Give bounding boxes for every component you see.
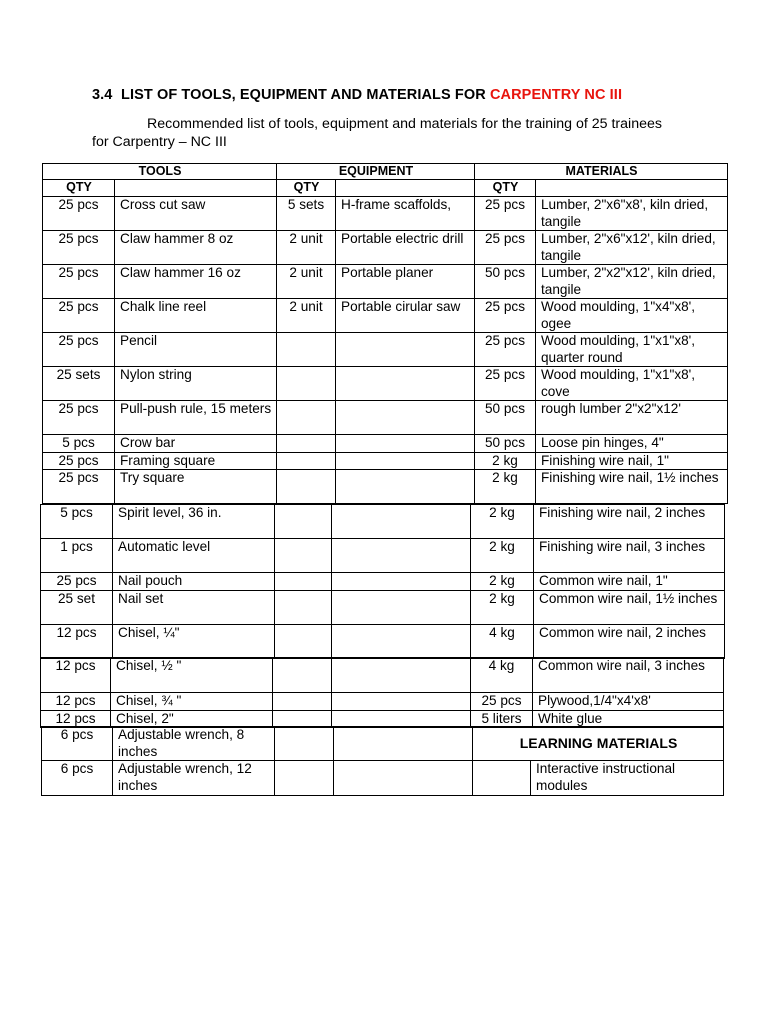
material-name: Finishing wire nail, 3 inches — [534, 539, 725, 573]
equipment-name — [332, 590, 471, 624]
learning-qty — [473, 761, 531, 796]
learning-materials-header: LEARNING MATERIALS — [473, 727, 724, 761]
equipment-qty — [275, 573, 332, 591]
tool-qty: 12 pcs — [41, 710, 111, 728]
material-qty: 4 kg — [471, 658, 533, 693]
equipment-name — [332, 710, 471, 728]
equipment-qty: 2 unit — [277, 299, 336, 333]
material-name: Wood moulding, 1"x1"x8', quarter round — [536, 333, 728, 367]
tool-qty: 5 pcs — [41, 505, 113, 539]
intro-paragraph — [92, 115, 682, 151]
heading-accent: CARPENTRY NC III — [489, 87, 623, 103]
material-name: White glue — [533, 710, 724, 728]
material-name: Lumber, 2"x6"x12', kiln dried, tangile — [536, 231, 728, 265]
equipment-qty: 2 unit — [277, 231, 336, 265]
equipment-name — [332, 658, 471, 693]
table-row — [43, 470, 728, 504]
table-row — [43, 452, 728, 470]
equipment-name — [336, 470, 475, 504]
equipment-qty — [275, 505, 332, 539]
equipment-header: EQUIPMENT — [277, 164, 475, 180]
tool-qty: 6 pcs — [42, 727, 113, 761]
equipment-name — [332, 505, 471, 539]
material-qty: 50 pcs — [475, 435, 536, 453]
tool-name: Try square — [115, 470, 277, 504]
table-row — [41, 658, 724, 693]
material-qty: 2 kg — [475, 452, 536, 470]
tools-table-part-4 — [41, 726, 724, 796]
tool-name: Adjustable wrench, 8 inches — [113, 727, 275, 761]
material-name: Lumber, 2"x2"x12', kiln dried, tangile — [536, 265, 728, 299]
material-qty: 25 pcs — [475, 299, 536, 333]
table-row — [42, 727, 724, 761]
material-qty: 25 pcs — [475, 367, 536, 401]
tool-name: Pencil — [115, 333, 277, 367]
equipment-qty: 2 unit — [277, 265, 336, 299]
tool-qty: 12 pcs — [41, 658, 111, 693]
tool-name: Claw hammer 8 oz — [115, 231, 277, 265]
tools-qty-header: QTY — [43, 180, 115, 197]
table-row — [43, 333, 728, 367]
qty-header-row — [43, 180, 728, 197]
materials-qty-header: QTY — [475, 180, 536, 197]
section-number: 3.4 — [92, 87, 113, 103]
material-name: Lumber, 2"x6"x8', kiln dried, tangile — [536, 197, 728, 231]
tool-qty: 25 set — [41, 590, 113, 624]
table-row — [43, 299, 728, 333]
equipment-qty — [275, 624, 332, 658]
tool-qty: 25 pcs — [43, 197, 115, 231]
material-name: rough lumber 2"x2"x12' — [536, 401, 728, 435]
tool-qty: 25 pcs — [41, 573, 113, 591]
category-header-row — [43, 164, 728, 180]
table-row — [41, 505, 725, 539]
tool-qty: 5 pcs — [43, 435, 115, 453]
equipment-qty — [275, 539, 332, 573]
tool-name: Chalk line reel — [115, 299, 277, 333]
material-name: Plywood,1/4"x4'x8' — [533, 693, 724, 711]
equipment-qty — [277, 401, 336, 435]
table-row — [41, 624, 725, 658]
tools-table-part-3 — [40, 657, 724, 728]
tools-table-part-1 — [42, 163, 728, 504]
tool-name: Spirit level, 36 in. — [113, 505, 275, 539]
tool-qty: 12 pcs — [41, 693, 111, 711]
equipment-qty — [277, 367, 336, 401]
materials-header: MATERIALS — [475, 164, 728, 180]
equipment-qty: 5 sets — [277, 197, 336, 231]
material-name: Common wire nail, 1" — [534, 573, 725, 591]
equipment-qty — [277, 470, 336, 504]
equipment-name: Portable cirular saw — [336, 299, 475, 333]
equipment-qty — [277, 452, 336, 470]
table-row — [43, 401, 728, 435]
tool-name: Nail pouch — [113, 573, 275, 591]
material-qty: 25 pcs — [475, 231, 536, 265]
material-qty: 25 pcs — [475, 197, 536, 231]
tool-name: Pull-push rule, 15 meters — [115, 401, 277, 435]
tool-name: Cross cut saw — [115, 197, 277, 231]
table-row — [42, 761, 724, 796]
equipment-name — [336, 452, 475, 470]
tool-qty: 25 pcs — [43, 401, 115, 435]
table-row — [43, 435, 728, 453]
blank-cell — [536, 180, 728, 197]
material-name: Common wire nail, 1½ inches — [534, 590, 725, 624]
table-row — [43, 367, 728, 401]
equipment-name — [336, 401, 475, 435]
tool-name: Nylon string — [115, 367, 277, 401]
material-qty: 25 pcs — [471, 693, 533, 711]
tool-qty: 25 pcs — [43, 231, 115, 265]
equipment-qty — [277, 333, 336, 367]
intro-text: Recommended list of tools, equipment and materials for the training of 25 trainees for Carpentry – NC III — [92, 116, 662, 150]
material-name: Wood moulding, 1"x1"x8', cove — [536, 367, 728, 401]
equipment-qty — [275, 727, 334, 761]
equipment-qty — [273, 693, 332, 711]
material-qty: 50 pcs — [475, 265, 536, 299]
table-row — [41, 710, 724, 728]
material-name: Common wire nail, 2 inches — [534, 624, 725, 658]
tool-qty: 25 pcs — [43, 265, 115, 299]
material-name: Finishing wire nail, 1" — [536, 452, 728, 470]
tool-name: Chisel, ¼" — [113, 624, 275, 658]
learning-material: Interactive instructional modules — [531, 761, 724, 796]
table-row — [41, 590, 725, 624]
tools-header: TOOLS — [43, 164, 277, 180]
equipment-qty — [275, 761, 334, 796]
section-heading — [92, 87, 622, 103]
material-qty: 2 kg — [471, 590, 534, 624]
equipment-name — [334, 727, 473, 761]
tool-name: Framing square — [115, 452, 277, 470]
equipment-name — [334, 761, 473, 796]
table-row — [41, 693, 724, 711]
material-name: Finishing wire nail, 1½ inches — [536, 470, 728, 504]
material-qty: 5 liters — [471, 710, 533, 728]
equipment-name — [332, 573, 471, 591]
equipment-name: Portable electric drill — [336, 231, 475, 265]
table-row — [43, 231, 728, 265]
material-qty: 2 kg — [471, 573, 534, 591]
material-qty: 25 pcs — [475, 333, 536, 367]
material-qty: 50 pcs — [475, 401, 536, 435]
tool-qty: 25 pcs — [43, 333, 115, 367]
equipment-name: H-frame scaffolds, — [336, 197, 475, 231]
equipment-name — [336, 333, 475, 367]
tool-qty: 12 pcs — [41, 624, 113, 658]
tool-qty: 25 pcs — [43, 299, 115, 333]
table-row — [41, 573, 725, 591]
equipment-qty-header: QTY — [277, 180, 336, 197]
equipment-name — [332, 624, 471, 658]
equipment-qty — [277, 435, 336, 453]
equipment-qty — [273, 658, 332, 693]
blank-cell — [336, 180, 475, 197]
blank-cell — [115, 180, 277, 197]
material-qty: 4 kg — [471, 624, 534, 658]
tool-name: Nail set — [113, 590, 275, 624]
tool-qty: 25 pcs — [43, 470, 115, 504]
material-qty: 2 kg — [475, 470, 536, 504]
equipment-name — [332, 539, 471, 573]
table-row — [41, 539, 725, 573]
material-name: Wood moulding, 1"x4"x8', ogee — [536, 299, 728, 333]
material-qty: 2 kg — [471, 539, 534, 573]
heading-text: LIST OF TOOLS, EQUIPMENT AND MATERIALS FOR — [121, 87, 490, 103]
material-name: Common wire nail, 3 inches — [533, 658, 724, 693]
tool-qty: 25 sets — [43, 367, 115, 401]
equipment-qty — [275, 590, 332, 624]
tool-qty: 25 pcs — [43, 452, 115, 470]
equipment-qty — [273, 710, 332, 728]
tool-name: Crow bar — [115, 435, 277, 453]
table-row — [43, 197, 728, 231]
material-qty: 2 kg — [471, 505, 534, 539]
tools-table-part-2 — [40, 504, 725, 659]
equipment-name — [332, 693, 471, 711]
equipment-name — [336, 367, 475, 401]
equipment-name — [336, 435, 475, 453]
tool-name: Claw hammer 16 oz — [115, 265, 277, 299]
material-name: Finishing wire nail, 2 inches — [534, 505, 725, 539]
table-row — [43, 265, 728, 299]
tool-name: Chisel, ¾ " — [111, 693, 273, 711]
equipment-name: Portable planer — [336, 265, 475, 299]
tool-name: Adjustable wrench, 12 inches — [113, 761, 275, 796]
material-name: Loose pin hinges, 4" — [536, 435, 728, 453]
tool-qty: 6 pcs — [42, 761, 113, 796]
tool-name: Chisel, 2" — [111, 710, 273, 728]
tool-qty: 1 pcs — [41, 539, 113, 573]
tool-name: Automatic level — [113, 539, 275, 573]
tool-name: Chisel, ½ " — [111, 658, 273, 693]
